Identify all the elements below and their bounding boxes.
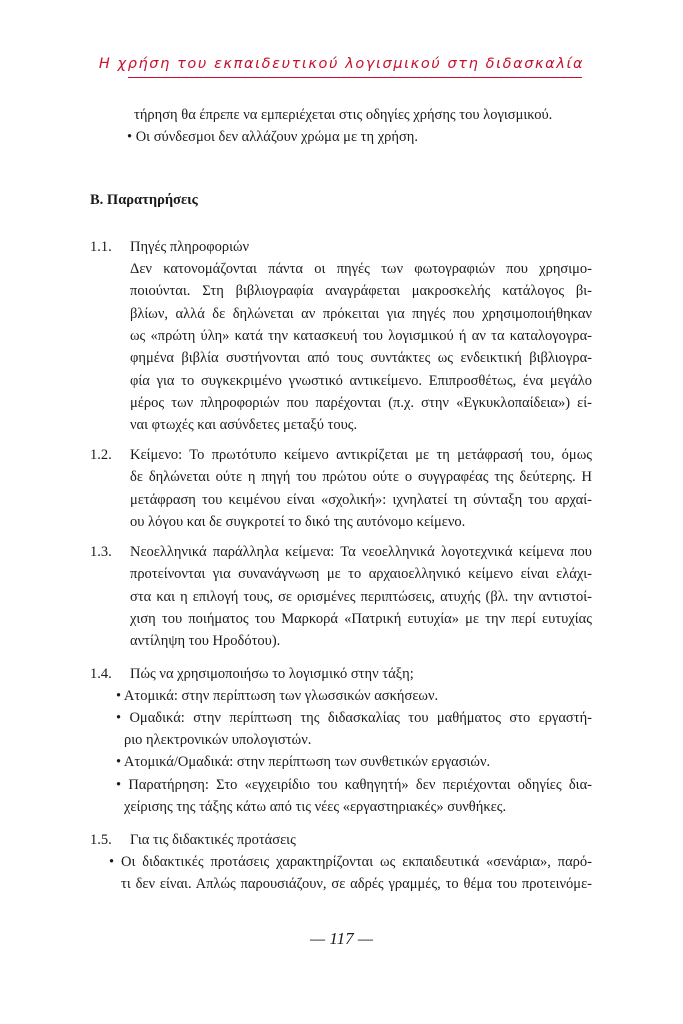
body-line: δε δηλώνεται ούτε η πηγή του πρώτου ούτε ο συγγραφέας της δεύτερης. Η	[130, 469, 592, 485]
body-line: αντίληψη του Ηροδότου).	[130, 633, 281, 649]
body-line: προτείνονται για συνανάγνωση με το αρχαιοελληνικό κείμενο είναι ελάχι-	[130, 566, 592, 582]
bullet-line: • Παρατήρηση: Στο «εγχειρίδιο του καθηγητή» δεν περιέχονται οδηγίες δια-	[116, 777, 592, 793]
bullet-line: • Ομαδικά: στην περίπτωση της διδασκαλίας του μαθήματος στο εργαστή-	[116, 710, 592, 726]
body-line: Νεοελληνικά παράλληλα κείμενα: Τα νεοελληνικά λογοτεχνικά κείμενα που	[130, 544, 592, 560]
body-line: Δεν κατονομάζονται πάντα οι πηγές των φωτογραφιών που χρησιμο-	[130, 261, 592, 277]
item-title: Πηγές πληροφοριών	[130, 239, 250, 255]
intro-line: τήρηση θα έπρεπε να εμπεριέχεται στις οδηγίες χρήσης του λογισμικού.	[134, 107, 553, 123]
bullet-line: • Ατομικά: στην περίπτωση των γλωσσικών ασκήσεων.	[116, 688, 439, 704]
page-number: — 117 —	[310, 929, 373, 948]
body-line: ως «πρώτη ύλη» κατά την κατασκευή του λογισμικού ή αν τα καταλογογρα-	[130, 328, 592, 344]
body-line: στα και η επιλογή τους, σε ορισμένες περιπτώσεις, ατυχής (βλ. την αντιστοί-	[130, 589, 592, 605]
running-header: Η χρήση του εκπαιδευτικού λογισμικού στη διδασκαλία	[98, 56, 585, 72]
item-title: Πώς να χρησιμοποιήσω το λογισμικό στην τάξη;	[130, 666, 414, 682]
body-line: βλίων, αλλά δε δηλώνεται αν πρόκειται για πηγές που χρησιμοποιήθηκαν	[130, 306, 592, 322]
item-number: 1.3.	[90, 544, 112, 560]
body-line: ου λόγου και δε συγκροτεί το δικό της αυτόνομο κείμενο.	[130, 514, 466, 530]
body-line: φημένα βιβλία συστήνονται από τους συντάκτες ως ενδεικτική βιβλιογρα-	[130, 350, 592, 366]
item-number: 1.2.	[90, 447, 112, 463]
body-line: μέρος των πληροφοριών που παρέχονται (π.χ. στην «Εγκυκλοπαίδεια») εί-	[130, 395, 592, 411]
bullet-line: • Οι διδακτικές προτάσεις χαρακτηρίζονται ως εκπαιδευτικά «σενάρια», παρό-	[109, 854, 592, 870]
body-line: φία για το συγκεκριμένο γνωστικό αντικείμενο. Επιπροσθέτως, ένα μεγάλο	[130, 373, 592, 389]
body-line: χιση του ποιήματος του Μαρκορά «Πατρική ευτυχία» με την περί ευτυχίας	[130, 611, 592, 627]
item-number: 1.4.	[90, 666, 112, 682]
bullet-line: • Ατομικά/Ομαδικά: στην περίπτωση των συνθετικών εργασιών.	[116, 754, 491, 770]
bullet-line: τι δεν είναι. Απλώς παρουσιάζουν, σε αδρές γραμμές, το θέμα του προτεινόμε-	[121, 876, 592, 892]
item-number: 1.1.	[90, 239, 112, 255]
header-rule	[128, 77, 582, 78]
bullet-line: χείρισης της τάξης κάτω από τις νέες «εργαστηριακές» συνθήκες.	[124, 799, 507, 815]
body-line: μετάφραση του κειμένου είναι «σχολική»: ιχνηλατεί τη σύνταξη του αρχαί-	[130, 492, 592, 508]
body-line: ναι φτωχές και ασύνδετες μεταξύ τους.	[130, 417, 358, 433]
bullet-line: ριο ηλεκτρονικών υπολογιστών.	[124, 732, 312, 748]
section-heading: Β. Παρατηρήσεις	[90, 192, 198, 208]
item-number: 1.5.	[90, 832, 112, 848]
item-title: Για τις διδακτικές προτάσεις	[130, 832, 296, 848]
body-line: Κείμενο: Το πρωτότυπο κείμενο αντικρίζεται με τη μετάφρασή του, όμως	[130, 447, 592, 463]
body-line: ποιούνται. Στη βιβλιογραφία αναγράφεται μακροσκελής κατάλογος βι-	[130, 283, 592, 299]
intro-bullet: • Οι σύνδεσμοι δεν αλλάζουν χρώμα με τη χρήση.	[127, 129, 418, 145]
